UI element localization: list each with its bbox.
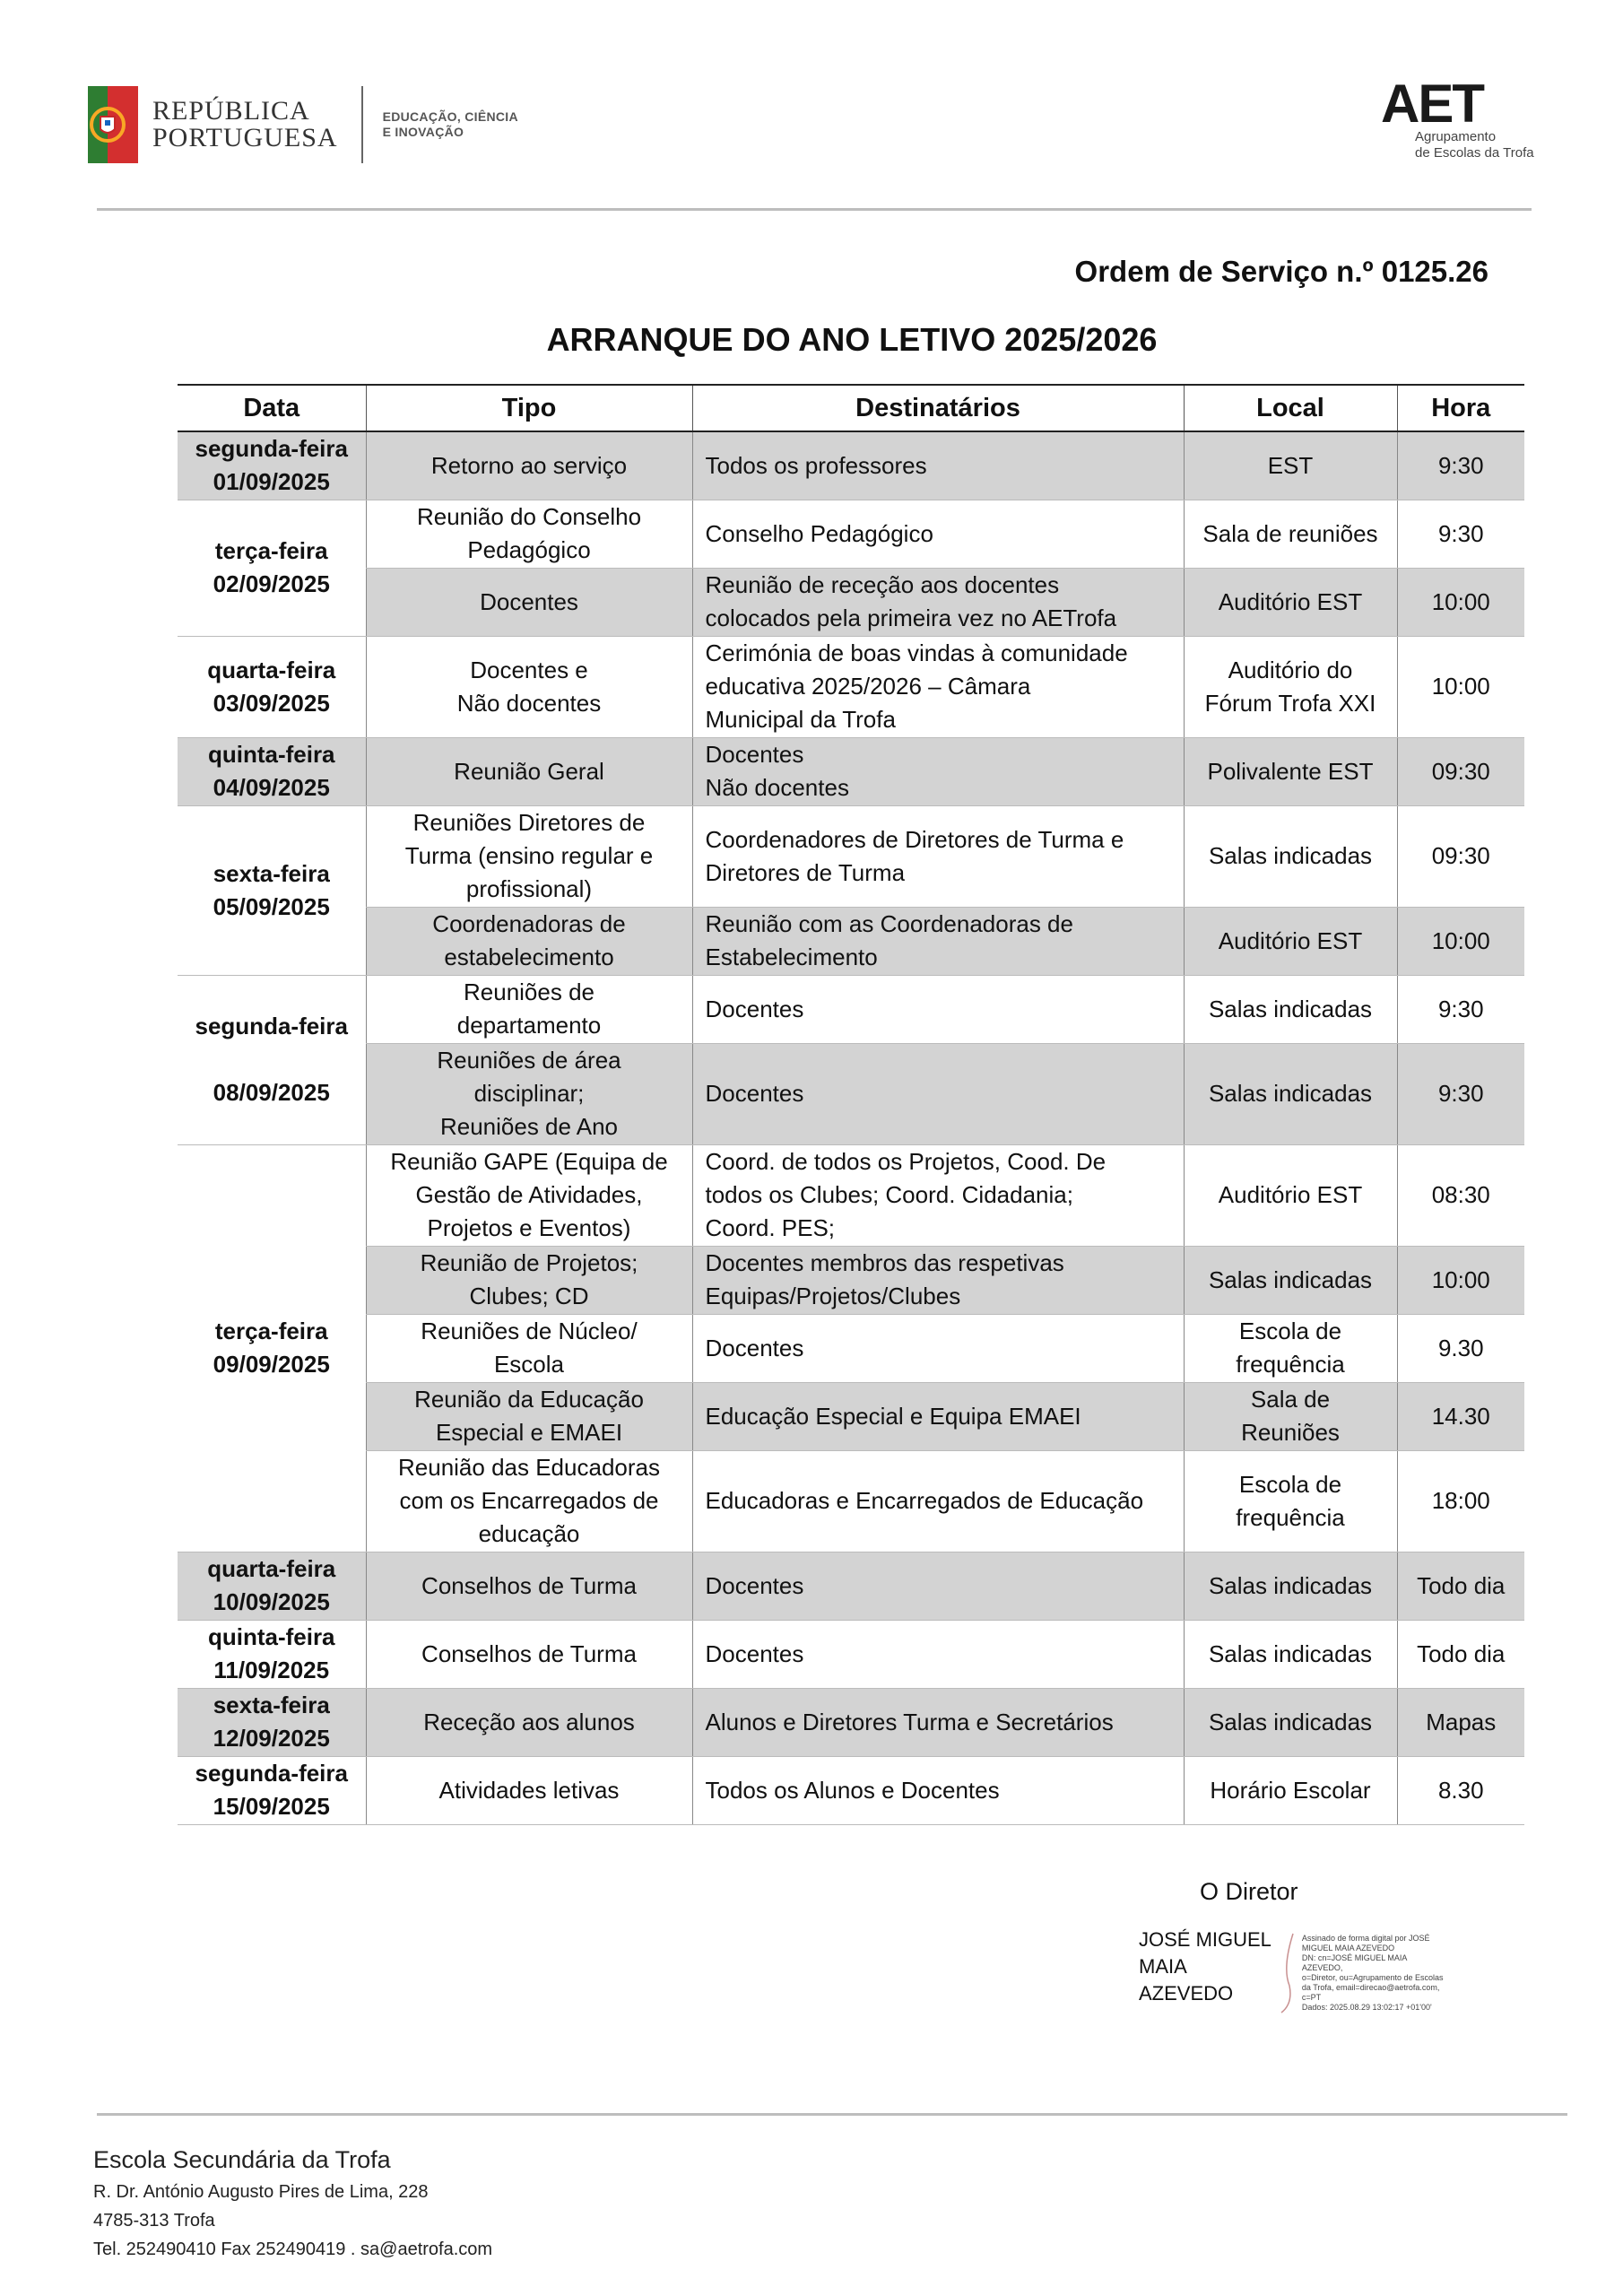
- local-line: Salas indicadas: [1208, 1639, 1373, 1667]
- date-label: 15/09/2025: [213, 1793, 330, 1820]
- tipo-cell: [366, 1552, 692, 1620]
- weekday-label: segunda-feira: [195, 1013, 348, 1039]
- date-label: 11/09/2025: [213, 1657, 330, 1683]
- tipo-cell: [366, 907, 692, 975]
- column-header-tipo: Tipo: [366, 385, 692, 431]
- hora-cell: Todo dia: [1397, 1620, 1524, 1688]
- hora-cell: 9.30: [1397, 1314, 1524, 1382]
- tipo-cell: [366, 500, 692, 568]
- local-cell: [1184, 636, 1397, 737]
- tipo-line: Gestão de Atividades,: [415, 1181, 643, 1208]
- aet-subtitle: [1415, 129, 1534, 161]
- tipo-line: Reunião Geral: [454, 757, 604, 785]
- table-row: [178, 636, 1524, 737]
- tipo-cell: [366, 1620, 692, 1688]
- local-line: Salas indicadas: [1208, 842, 1373, 869]
- hora-cell: 09:30: [1397, 737, 1524, 805]
- order-number: Ordem de Serviço n.º 0125.26: [1074, 255, 1488, 288]
- tipo-cell: [366, 636, 692, 737]
- local-cell: [1184, 1246, 1397, 1314]
- tipo-line: Reuniões de Ano: [439, 1113, 619, 1140]
- signature-meta-line: MIGUEL MAIA AZEVEDO: [1301, 1944, 1395, 1952]
- column-header-hora: Hora: [1397, 385, 1524, 431]
- weekday-label: terça-feira: [214, 537, 328, 564]
- local-cell: [1184, 907, 1397, 975]
- local-line: Escola de: [1238, 1470, 1342, 1498]
- school-contacts: Tel. 252490410 Fax 252490419 . sa@aetrofa.com: [93, 2239, 493, 2259]
- tipo-line: Reuniões de: [464, 978, 595, 1005]
- date-cell: [178, 1552, 366, 1620]
- tipo-cell: [366, 1314, 692, 1382]
- local-cell: [1184, 737, 1397, 805]
- aet-sub-line2: de Escolas da Trofa: [1415, 145, 1534, 161]
- destinatarios-line: Coord. PES;: [705, 1214, 836, 1241]
- signature-meta-line: DN: cn=JOSÉ MIGUEL MAIA AZEVEDO,: [1301, 1953, 1407, 1972]
- hora-cell: 10:00: [1397, 636, 1524, 737]
- local-line: Escola de: [1238, 1318, 1342, 1344]
- weekday-label: quinta-feira: [207, 741, 335, 768]
- local-line: frequência: [1236, 1503, 1345, 1531]
- tipo-cell: [366, 1382, 692, 1450]
- destinatarios-cell: [692, 737, 1184, 805]
- signature-meta-line: Dados: 2025.08.29 13:02:17 +01'00': [1301, 2003, 1432, 2012]
- table-row: [178, 975, 1524, 1043]
- tipo-line: Reuniões de Núcleo/: [421, 1318, 638, 1344]
- date-label: 02/09/2025: [213, 570, 330, 597]
- hora-cell: 14.30: [1397, 1382, 1524, 1450]
- destinatarios-line: Coordenadores de Diretores de Turma e: [705, 825, 1124, 853]
- destinatarios-cell: [692, 1688, 1184, 1756]
- destinatarios-cell: [692, 1043, 1184, 1144]
- signature-meta-line: da Trofa, email=direcao@aetrofa.com,: [1301, 1983, 1440, 1992]
- date-cell: [178, 805, 366, 975]
- tipo-line: Retorno ao serviço: [430, 451, 628, 479]
- destinatarios-line: educativa 2025/2026 – Câmara: [705, 673, 1031, 700]
- destinatarios-line: Todos os Alunos e Docentes: [705, 1776, 1000, 1804]
- weekday-label: sexta-feira: [213, 859, 330, 887]
- tipo-line: Reunião das Educadoras: [398, 1454, 660, 1481]
- tipo-line: disciplinar;: [473, 1080, 585, 1107]
- tipo-cell: [366, 805, 692, 907]
- table-row: [178, 1688, 1524, 1756]
- tipo-line: Receção aos alunos: [423, 1708, 635, 1735]
- signature-meta-line: Assinado de forma digital por JOSÉ: [1301, 1934, 1430, 1943]
- ministry-line2: E INOVAÇÃO: [382, 125, 464, 139]
- local-line: Reuniões: [1241, 1419, 1340, 1446]
- weekday-label: segunda-feira: [195, 435, 348, 463]
- table-row: [178, 1552, 1524, 1620]
- tipo-line: Reunião da Educação: [414, 1386, 644, 1413]
- document-title: ARRANQUE DO ANO LETIVO 2025/2026: [546, 321, 1158, 358]
- table-row: [178, 431, 1524, 500]
- tipo-line: Projetos e Eventos): [427, 1214, 631, 1241]
- destinatarios-line: Reunião de receção aos docentes: [705, 571, 1060, 598]
- tipo-line: Docentes: [480, 587, 578, 615]
- local-line: Horário Escolar: [1210, 1776, 1371, 1804]
- destinatarios-cell: [692, 1450, 1184, 1552]
- weekday-label: quarta-feira: [207, 656, 336, 683]
- local-cell: [1184, 975, 1397, 1043]
- date-label: 12/09/2025: [213, 1725, 330, 1752]
- date-cell: [178, 975, 366, 1144]
- local-cell: [1184, 1043, 1397, 1144]
- table-row: [178, 1314, 1524, 1382]
- table-row: [178, 1246, 1524, 1314]
- destinatarios-cell: [692, 1246, 1184, 1314]
- destinatarios-line: Não docentes: [705, 774, 849, 801]
- destinatarios-line: Diretores de Turma: [705, 858, 906, 886]
- tipo-line: Atividades letivas: [438, 1776, 620, 1804]
- date-label: 08/09/2025: [213, 1079, 330, 1106]
- destinatarios-line: todos os Clubes; Coord. Cidadania;: [705, 1181, 1073, 1208]
- destinatarios-line: Docentes: [705, 1334, 804, 1361]
- ministry-line1: EDUCAÇÃO, CIÊNCIA: [382, 109, 518, 124]
- ministry-name: [383, 109, 518, 141]
- tipo-line: Escola: [493, 1351, 565, 1378]
- signature-meta-line: o=Diretor, ou=Agrupamento de Escolas: [1301, 1973, 1444, 1982]
- tipo-cell: [366, 568, 692, 636]
- date-cell: [178, 1620, 366, 1688]
- local-cell: [1184, 805, 1397, 907]
- tipo-line: Turma (ensino regular e: [404, 842, 654, 869]
- local-cell: [1184, 431, 1397, 500]
- tipo-cell: [366, 431, 692, 500]
- table-row: [178, 1756, 1524, 1824]
- date-label: 04/09/2025: [213, 774, 330, 801]
- signature-meta-line: c=PT: [1301, 1993, 1322, 2002]
- weekday-label: sexta-feira: [213, 1692, 330, 1718]
- hora-cell: 09:30: [1397, 805, 1524, 907]
- hora-cell: 10:00: [1397, 907, 1524, 975]
- column-header-data: Data: [178, 385, 366, 431]
- date-label: 10/09/2025: [213, 1588, 330, 1615]
- signature-stroke-icon: [1279, 1932, 1297, 2014]
- tipo-line: Conselhos de Turma: [421, 1639, 637, 1667]
- destinatarios-line: Docentes: [705, 741, 804, 768]
- school-postal: 4785-313 Trofa: [93, 2211, 215, 2231]
- table-row: [178, 1450, 1524, 1552]
- tipo-cell: [366, 1246, 692, 1314]
- signature-metadata: [1302, 1926, 1445, 2014]
- local-cell: [1184, 568, 1397, 636]
- aet-mark: AET: [1381, 74, 1483, 134]
- destinatarios-line: Cerimónia de boas vindas à comunidade: [705, 639, 1128, 666]
- tipo-line: Reuniões Diretores de: [412, 809, 646, 836]
- destinatarios-cell: [692, 975, 1184, 1043]
- date-label: 01/09/2025: [213, 468, 330, 496]
- destinatarios-cell: [692, 568, 1184, 636]
- local-line: EST: [1267, 451, 1314, 479]
- weekday-label: quinta-feira: [207, 1623, 335, 1650]
- destinatarios-line: Reunião com as Coordenadoras de: [705, 910, 1073, 937]
- government-name: [152, 98, 338, 152]
- date-cell: [178, 500, 366, 636]
- table-row: [178, 1144, 1524, 1246]
- destinatarios-cell: [692, 1144, 1184, 1246]
- table-row: [178, 1620, 1524, 1688]
- signer-name-line: MAIA: [1139, 1955, 1187, 1978]
- date-cell: [178, 737, 366, 805]
- tipo-line: Reunião do Conselho: [416, 503, 642, 530]
- tipo-line: Reunião GAPE (Equipa de: [390, 1148, 668, 1175]
- local-line: frequência: [1236, 1351, 1345, 1378]
- local-cell: [1184, 1552, 1397, 1620]
- destinatarios-line: colocados pela primeira vez no AETrofa: [705, 604, 1117, 631]
- hora-cell: 9:30: [1397, 1043, 1524, 1144]
- tipo-cell: [366, 975, 692, 1043]
- local-line: Auditório EST: [1218, 926, 1363, 954]
- table-row: [178, 805, 1524, 907]
- weekday-label: quarta-feira: [207, 1555, 336, 1582]
- hora-cell: 18:00: [1397, 1450, 1524, 1552]
- destinatarios-cell: [692, 1314, 1184, 1382]
- tipo-line: Docentes e: [470, 656, 588, 683]
- tipo-cell: [366, 1043, 692, 1144]
- aet-sub-line1: Agrupamento: [1415, 129, 1497, 144]
- local-line: Salas indicadas: [1208, 1080, 1373, 1107]
- hora-cell: 9:30: [1397, 431, 1524, 500]
- destinatarios-line: Equipas/Projetos/Clubes: [705, 1283, 961, 1309]
- tipo-cell: [366, 1144, 692, 1246]
- signer-name-line: JOSÉ MIGUEL: [1139, 1928, 1271, 1951]
- destinatarios-line: Todos os professores: [705, 451, 927, 479]
- local-line: Salas indicadas: [1208, 995, 1373, 1022]
- tipo-line: Não docentes: [456, 689, 602, 717]
- local-cell: [1184, 1688, 1397, 1756]
- date-label: 03/09/2025: [213, 689, 330, 717]
- portuguese-emblem-icon: [88, 86, 138, 163]
- destinatarios-line: Educação Especial e Equipa EMAEI: [705, 1402, 1081, 1430]
- local-line: Sala de: [1250, 1386, 1331, 1413]
- destinatarios-line: Conselho Pedagógico: [705, 519, 933, 547]
- tipo-line: Coordenadoras de: [432, 910, 626, 937]
- schedule-body: [178, 431, 1524, 1824]
- hora-cell: Todo dia: [1397, 1552, 1524, 1620]
- local-line: Salas indicadas: [1208, 1708, 1373, 1735]
- local-line: Fórum Trofa XXI: [1204, 689, 1376, 717]
- destinatarios-line: Estabelecimento: [705, 944, 878, 970]
- footer: [93, 2142, 492, 2264]
- hora-cell: Mapas: [1397, 1688, 1524, 1756]
- tipo-line: Conselhos de Turma: [421, 1571, 637, 1599]
- destinatarios-cell: [692, 1382, 1184, 1450]
- destinatarios-cell: [692, 636, 1184, 737]
- table-row: [178, 737, 1524, 805]
- tipo-cell: [366, 1756, 692, 1824]
- hora-cell: 9:30: [1397, 975, 1524, 1043]
- local-line: Sala de reuniões: [1202, 519, 1378, 547]
- hora-cell: 9:30: [1397, 500, 1524, 568]
- local-line: Salas indicadas: [1208, 1265, 1373, 1293]
- table-row: [178, 1382, 1524, 1450]
- destinatarios-line: Docentes: [705, 1080, 804, 1107]
- hora-cell: 8.30: [1397, 1756, 1524, 1824]
- local-cell: [1184, 500, 1397, 568]
- destinatarios-line: Docentes membros das respetivas: [705, 1249, 1064, 1276]
- destinatarios-cell: [692, 907, 1184, 975]
- local-line: Salas indicadas: [1208, 1571, 1373, 1599]
- column-header-destinatarios: Destinatários: [692, 385, 1184, 431]
- destinatarios-cell: [692, 1620, 1184, 1688]
- gov-name-line1: REPÚBLICA: [152, 96, 310, 126]
- tipo-line: profissional): [465, 875, 593, 902]
- weekday-label: terça-feira: [214, 1318, 328, 1344]
- tipo-line: Reunião de Projetos;: [420, 1249, 638, 1276]
- local-cell: [1184, 1314, 1397, 1382]
- table-row: [178, 568, 1524, 636]
- date-cell: [178, 431, 366, 500]
- destinatarios-line: Docentes: [705, 1571, 804, 1599]
- table-row: [178, 1043, 1524, 1144]
- schedule-table: [178, 384, 1524, 1825]
- tipo-line: estabelecimento: [444, 944, 614, 970]
- local-line: Auditório EST: [1218, 587, 1363, 615]
- tipo-line: Reuniões de área: [437, 1047, 621, 1074]
- tipo-line: com os Encarregados de: [399, 1487, 659, 1514]
- table-row: [178, 500, 1524, 568]
- gov-name-line2: PORTUGUESA: [152, 123, 338, 152]
- local-cell: [1184, 1382, 1397, 1450]
- hora-cell: 10:00: [1397, 1246, 1524, 1314]
- table-row: [178, 907, 1524, 975]
- header-divider: [97, 208, 1532, 211]
- hora-cell: 08:30: [1397, 1144, 1524, 1246]
- logo-separator: [361, 86, 363, 163]
- destinatarios-line: Educadoras e Encarregados de Educação: [705, 1487, 1144, 1514]
- table-header-row: [178, 385, 1524, 431]
- date-cell: [178, 1688, 366, 1756]
- signer-name-line: AZEVEDO: [1139, 1982, 1234, 2005]
- local-line: Polivalente EST: [1207, 757, 1374, 785]
- date-cell: [178, 1756, 366, 1824]
- republica-portuguesa-logo: [88, 86, 518, 163]
- tipo-cell: [366, 1450, 692, 1552]
- destinatarios-cell: [692, 805, 1184, 907]
- digital-signature: [1139, 1926, 1445, 2014]
- tipo-line: educação: [478, 1520, 580, 1547]
- aet-logo: [1345, 70, 1551, 169]
- tipo-cell: [366, 1688, 692, 1756]
- date-cell: [178, 1144, 366, 1552]
- destinatarios-line: Municipal da Trofa: [705, 706, 896, 733]
- tipo-line: Especial e EMAEI: [435, 1419, 623, 1446]
- local-cell: [1184, 1144, 1397, 1246]
- local-cell: [1184, 1450, 1397, 1552]
- destinatarios-line: Coord. de todos os Projetos, Cood. De: [705, 1148, 1107, 1175]
- school-name: Escola Secundária da Trofa: [93, 2146, 391, 2173]
- hora-cell: 10:00: [1397, 568, 1524, 636]
- destinatarios-line: Docentes: [705, 1639, 804, 1667]
- local-cell: [1184, 1756, 1397, 1824]
- local-cell: [1184, 1620, 1397, 1688]
- destinatarios-cell: [692, 1756, 1184, 1824]
- date-cell: [178, 636, 366, 737]
- tipo-line: Pedagógico: [467, 536, 591, 563]
- signer-name: [1139, 1926, 1271, 2014]
- destinatarios-line: Alunos e Diretores Turma e Secretários: [705, 1708, 1114, 1735]
- local-line: Auditório EST: [1218, 1181, 1363, 1208]
- date-label: 05/09/2025: [213, 892, 330, 920]
- footer-divider: [97, 2113, 1567, 2116]
- destinatarios-cell: [692, 500, 1184, 568]
- destinatarios-line: Docentes: [705, 995, 804, 1022]
- school-address: R. Dr. António Augusto Pires de Lima, 228: [93, 2182, 429, 2202]
- local-line: Auditório do: [1228, 656, 1353, 683]
- destinatarios-cell: [692, 1552, 1184, 1620]
- tipo-cell: [366, 737, 692, 805]
- director-label: O Diretor: [1200, 1878, 1298, 1905]
- destinatarios-cell: [692, 431, 1184, 500]
- weekday-label: segunda-feira: [195, 1760, 348, 1787]
- tipo-line: departamento: [456, 1012, 602, 1039]
- date-label: 09/09/2025: [213, 1351, 330, 1378]
- column-header-local: Local: [1184, 385, 1397, 431]
- tipo-line: Clubes; CD: [469, 1283, 589, 1309]
